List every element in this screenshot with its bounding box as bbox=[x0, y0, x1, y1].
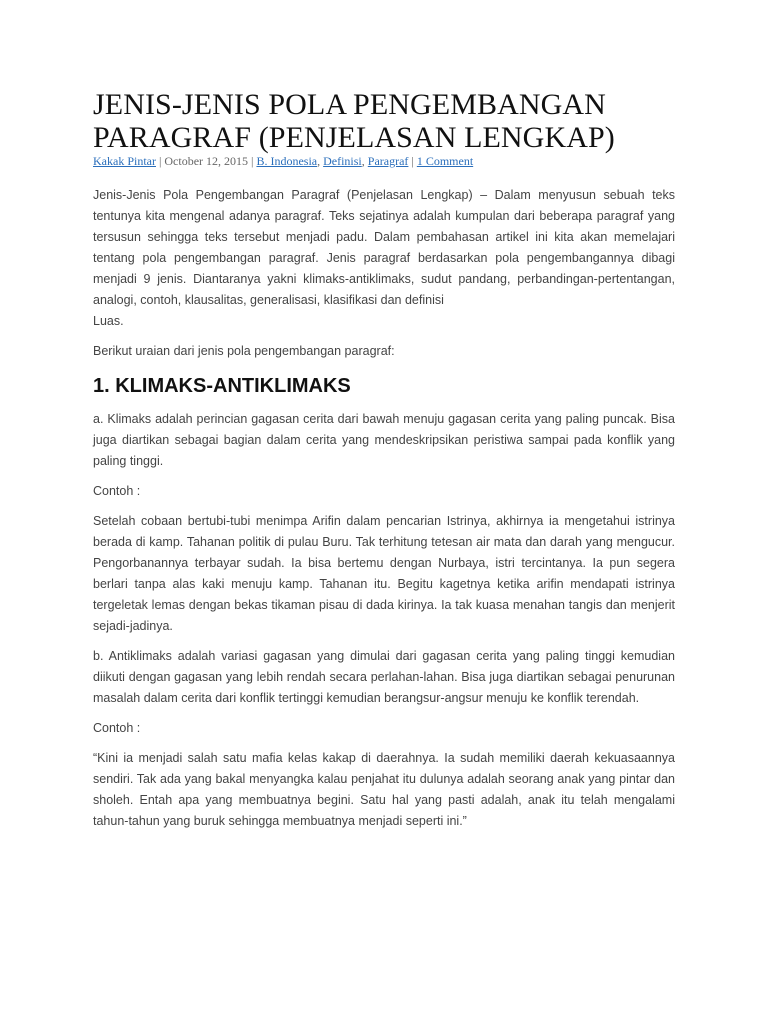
category-link-definisi[interactable]: Definisi bbox=[323, 154, 362, 168]
author-link[interactable]: Kakak Pintar bbox=[93, 154, 156, 168]
list-intro: Berikut uraian dari jenis pola pengembangan paragraf: bbox=[93, 344, 395, 358]
post-date: October 12, 2015 bbox=[164, 154, 249, 168]
meta-separator: | bbox=[248, 154, 257, 168]
post-title: JENIS-JENIS POLA PENGEMBANGAN PARAGRAF (PENJELASAN LENGKAP) bbox=[93, 88, 615, 154]
post-meta: Kakak Pintar | October 12, 2015 | B. Indonesia, Definisi, Paragraf | 1 Comment bbox=[93, 154, 474, 168]
meta-separator: | bbox=[155, 154, 165, 168]
contoh-label: Contoh : bbox=[93, 484, 141, 498]
contoh-label: Contoh : bbox=[93, 721, 141, 735]
klimaks-example: Setelah cobaan bertubi-tubi menimpa Arifin dalam pencarian Istrinya, akhirnya ia mengetahui istrinya berada di kamp. Tahanan politik di pulau Buru. Tak terhitung tetesan air mata dan darah yang mengucur. Pengorbanannya terbayar sudah. Ia bisa bertemu dengan Nurbaya, istri tercintanya. Ia pun segera berlari tanpa alas kaki menuju kamp. Tahanan itu. Begitu kagetnya ketika arifin mendapati istrinya tergeletak lemas dengan bekas tikaman pisau di dada kirinya. Ia tak kuasa menahan tangis dan menjerit sejadi-jadinya. bbox=[93, 514, 675, 633]
intro-paragraph-end: Luas. bbox=[93, 314, 124, 328]
category-link-b-indonesia[interactable]: B. Indonesia bbox=[256, 154, 318, 168]
antiklimaks-definition: b. Antiklimaks adalah variasi gagasan yang dimulai dari gagasan cerita yang paling tinggi kemudian diikuti dengan gagasan yang lebih rendah secara perlahan-lahan. Bisa juga diartikan sebagai penurunan masalah dalam cerita dari konflik tertinggi kemudian berangsur-angsur menuju ke konflik terendah. bbox=[93, 649, 675, 705]
article bbox=[93, 88, 675, 832]
category-link-paragraf[interactable]: Paragraf bbox=[367, 154, 409, 168]
klimaks-definition: a. Klimaks adalah perincian gagasan cerita dari bawah menuju gagasan cerita yang paling puncak. Bisa juga diartikan sebagai bagian dalam cerita yang mendeskripsikan peristiwa sampai pada konflik yang paling tinggi. bbox=[93, 412, 675, 468]
intro-paragraph: Jenis-Jenis Pola Pengembangan Paragraf (Penjelasan Lengkap) – Dalam menyusun sebuah teks tentunya kita mengenal adanya paragraf. Teks sejatinya adalah kumpulan dari beberapa paragraf yang tersusun sehingga teks tersebut menjadi padu. Dalam pembahasan artikel ini kita akan memelajari tentang pola pengembangan paragraf. Jenis paragraf berdasarkan pola pengembangannya dibagi menjadi 9 jenis. Diantaranya yakni klimaks-antiklimaks, sudut pandang, perbandingan-pertentangan, analogi, contoh, klausalitas, generalisasi, klasifikasi dan definisi bbox=[93, 188, 675, 307]
antiklimaks-example: “Kini ia menjadi salah satu mafia kelas kakap di daerahnya. Ia sudah memiliki daerah kekuasaannya sendiri. Tak ada yang bakal menyangka kalau penjahat itu dulunya adalah seorang anak yang pintar dan sholeh. Entah apa yang membuatnya begini. Satu hal yang pasti adalah, anak itu telah mengalami tahun-tahun yang buruk sehingga membuatnya menjadi seperti ini.” bbox=[93, 751, 675, 828]
meta-separator: | bbox=[408, 154, 417, 168]
section-heading: 1. KLIMAKS-ANTIKLIMAKS bbox=[93, 375, 351, 397]
comments-link[interactable]: 1 Comment bbox=[416, 154, 474, 168]
